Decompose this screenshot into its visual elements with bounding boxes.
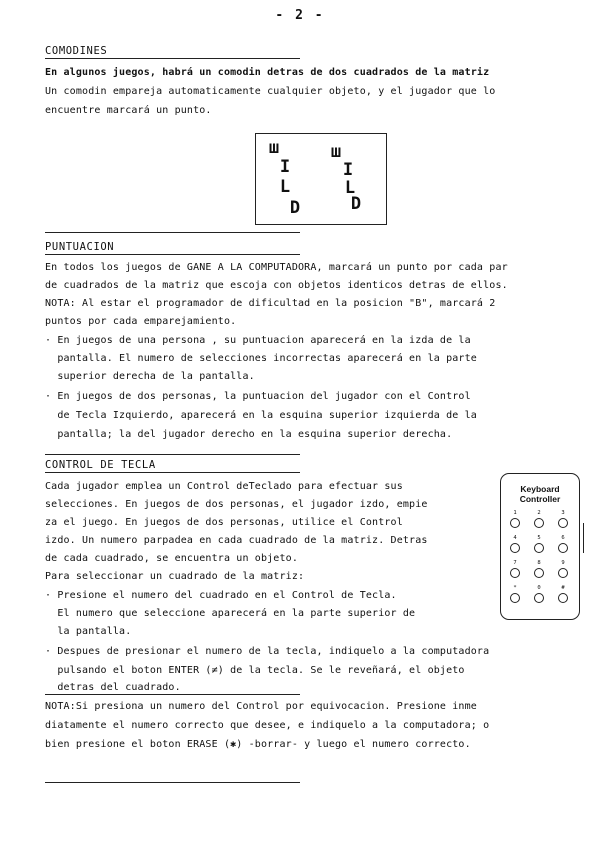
nota-line-3: bien presione el boton ERASE (✱) -borrar- y luego el numero correcto. — [45, 739, 471, 750]
nota-top-rule — [45, 694, 300, 695]
key-circle-8 — [534, 568, 544, 578]
figure-symbol-l-2: L — [344, 178, 356, 198]
key-label-0: 0 — [537, 585, 541, 591]
puntuacion-line-1: En todos los juegos de GANE A LA COMPUTADORA, marcará un punto por cada par — [45, 262, 508, 273]
puntuacion-line-10: pantalla; la del jugador derecho en la esquina superior derecha. — [45, 429, 453, 440]
wildcard-figure — [255, 133, 387, 225]
comodines-rule — [45, 58, 300, 59]
control-line-5: de cada cuadrado, se encuentra un objeto. — [45, 553, 298, 564]
key-label-3: 3 — [561, 510, 565, 516]
key-label-8: 8 — [537, 560, 541, 566]
figure-symbol-i: I — [279, 157, 291, 177]
puntuacion-line-5: · En juegos de una persona , su puntuacion aparecerá en la izda de la — [45, 335, 471, 346]
key-circle-2 — [534, 518, 544, 528]
key-label-2: 2 — [537, 510, 541, 516]
key-circle-hash — [558, 593, 568, 603]
key-circle-1 — [510, 518, 520, 528]
control-line-10: · Despues de presionar el numero de la tecla, indiquelo a la computadora — [45, 646, 490, 657]
key-label-9: 9 — [561, 560, 565, 566]
puntuacion-heading: PUNTUACION — [45, 241, 115, 253]
puntuacion-line-8: · En juegos de dos personas, la puntuacion del jugador con el Control — [45, 391, 471, 402]
comodines-line-2: Un comodin empareja automaticamente cualquier objeto, y el jugador que lo — [45, 86, 496, 97]
keyboard-title-line-2: Controller — [519, 494, 561, 504]
control-top-rule — [45, 454, 300, 455]
puntuacion-line-4: puntos por cada emparejamiento. — [45, 316, 237, 327]
key-circle-0 — [534, 593, 544, 603]
keyboard-title-line-1: Keyboard — [520, 484, 560, 494]
control-line-4: izdo. Un numero parpadea en cada cuadrado de la matriz. Detras — [45, 535, 428, 546]
key-label-6: 6 — [561, 535, 565, 541]
figure-symbol-i-2: I — [342, 160, 354, 180]
figure-symbol-l: L — [279, 177, 291, 197]
key-circle-5 — [534, 543, 544, 553]
key-label-star: * — [513, 585, 517, 591]
control-line-11: pulsando el boton ENTER (≠) de la tecla. Se le reveñará, el objeto — [45, 665, 465, 676]
key-label-4: 4 — [513, 535, 517, 541]
control-line-12: detras del cuadrado. — [45, 682, 181, 693]
figure-symbol-w: ш — [268, 138, 280, 158]
key-circle-3 — [558, 518, 568, 528]
nota-line-1: NOTA:Si presiona un numero del Control por equivocacion. Presione inme — [45, 701, 477, 712]
puntuacion-rule — [45, 254, 300, 255]
puntuacion-line-3: NOTA: Al estar el programador de dificultad en la posicion "B", marcará 2 — [45, 298, 496, 309]
puntuacion-line-2: de cuadrados de la matriz que escoja con objetos identicos detras de ellos. — [45, 280, 508, 291]
comodines-heading: COMODINES — [45, 45, 108, 57]
key-label-hash: # — [561, 585, 565, 591]
figure-symbol-d: D — [289, 198, 301, 218]
comodines-line-1: En algunos juegos, habrá un comodin detras de dos cuadrados de la matriz — [45, 67, 490, 78]
key-label-7: 7 — [513, 560, 517, 566]
control-line-9: la pantalla. — [45, 626, 132, 637]
figure-symbol-d-2: D — [350, 194, 362, 214]
control-rule — [45, 472, 300, 473]
control-line-8: El numero que seleccione aparecerá en la parte superior de — [45, 608, 416, 619]
puntuacion-line-9: de Tecla Izquierdo, aparecerá en la esquina superior izquierda de la — [45, 410, 477, 421]
control-line-7: · Presione el numero del cuadrado en el Control de Tecla. — [45, 590, 397, 601]
control-line-3: za el juego. En juegos de dos personas, utilice el Control — [45, 517, 403, 528]
figure-symbol-w-2: ш — [330, 142, 342, 162]
key-circle-star — [510, 593, 520, 603]
nota-line-2: diatamente el numero correcto que desee, e indiquelo a la computadora; o — [45, 720, 490, 731]
key-circle-9 — [558, 568, 568, 578]
control-heading: CONTROL DE TECLA — [45, 459, 156, 471]
keyboard-controller-figure — [500, 473, 580, 620]
puntuacion-line-7: superior derecha de la pantalla. — [45, 371, 255, 382]
bottom-rule — [45, 782, 300, 783]
control-line-6: Para seleccionar un cuadrado de la matriz: — [45, 571, 305, 582]
comodines-line-3: encuentre marcará un punto. — [45, 105, 212, 116]
controller-cord — [583, 523, 584, 553]
puntuacion-top-rule — [45, 232, 300, 233]
puntuacion-line-6: pantalla. El numero de selecciones incorrectas aparecerá en la parte — [45, 353, 477, 364]
page-number: - 2 - — [275, 8, 325, 23]
control-line-2: selecciones. En juegos de dos personas, el jugador izdo, empie — [45, 499, 428, 510]
key-label-5: 5 — [537, 535, 541, 541]
control-line-1: Cada jugador emplea un Control deTeclado para efectuar sus — [45, 481, 403, 492]
key-circle-4 — [510, 543, 520, 553]
key-label-1: 1 — [513, 510, 517, 516]
key-circle-7 — [510, 568, 520, 578]
key-circle-6 — [558, 543, 568, 553]
